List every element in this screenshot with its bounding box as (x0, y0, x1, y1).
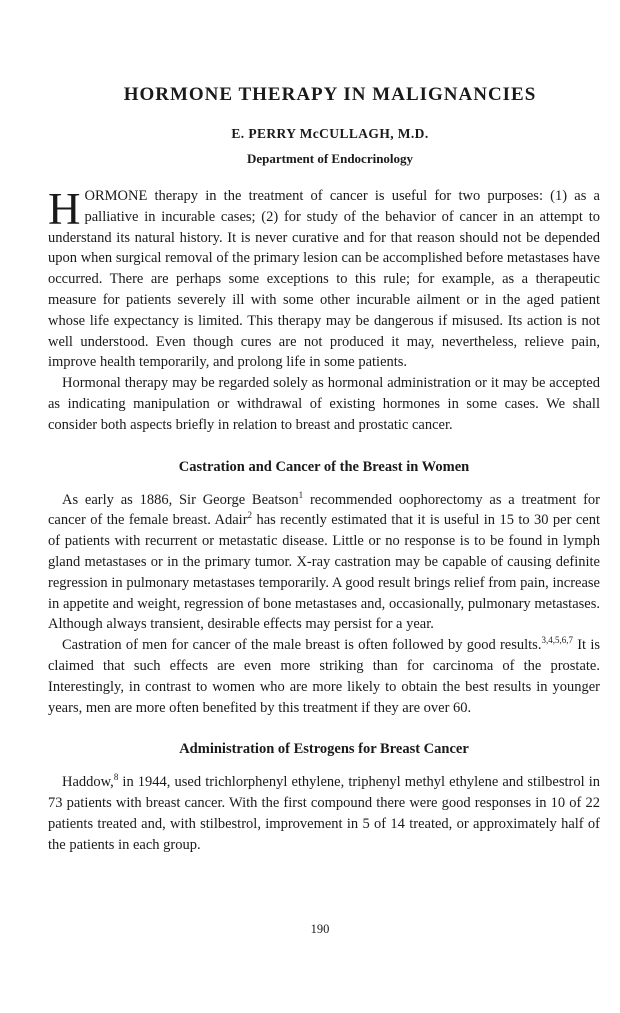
section2-p1-text-a: Haddow, (62, 774, 114, 791)
article-title: HORMONE THERAPY IN MALIGNANCIES (123, 84, 537, 105)
section1-p1-text-a: As early as 1886, Sir George Beatson (62, 491, 299, 508)
reference-marker: 8 (113, 772, 119, 783)
intro-paragraph-1-text: ORMONE therapy in the treatment of cancer is useful for two purposes: (1) as a palliative in incurable cases; (2) for study of the behavior of cancer in an attempt to understand its natural history. It is never curative and for that reason should not be depended upon when surgical removal of the primary lesion can be accomplished before metastases have occurred. There are perhaps some exceptions to this rule; for example, as a therapeutic measure for patients severely ill with some other incurable ailment or in the aged patient whose life expectancy is limited. This therapy may be dangerous if misused. Its action is not well understood. Even though cures are not produced it may, nevertheless, relieve pain, improve health temporarily, and prolong life in some patients. (48, 188, 600, 371)
section2-p1-text-b: in 1944, used trichlorphenyl ethylene, triphenyl methyl ethylene and stilbestrol in 73 patients with breast cancer. With the first compound there were good responses in 10 of 22 patients treated and, with stilbestrol, improvement in 5 of 14 treated, or approximately half of the patients in each group. (48, 774, 600, 853)
section1-p2-text-b: It is claimed that such effects are even more striking than for carcinoma of the prostate. Interestingly, in contrast to women who are more likely to obtain the best results in younger years, men are more often benefited by this treatment if they are over 60. (48, 637, 600, 716)
reference-marker: 3,4,5,6,7 (541, 635, 573, 646)
section1-p1-text-b: recommended oophorectomy as a treatment for cancer of the female breast. Adair (48, 491, 600, 529)
section1-paragraph-1 (48, 490, 600, 636)
section1-paragraph-2 (48, 635, 600, 718)
intro-paragraph-2: Hormonal therapy may be regarded solely as hormonal administration or it may be accepted as indicating manipulation or withdrawal of existing hormones in some cases. We shall consider both aspects briefly in relation to breast and prostatic cancer. (48, 375, 600, 433)
reference-marker: 2 (247, 510, 253, 521)
reference-marker: 1 (298, 489, 304, 500)
section2-paragraph-1 (48, 772, 600, 855)
author-name: E. PERRY McCULLAGH, M.D. (231, 126, 429, 141)
intro-paragraph-1 (48, 186, 600, 373)
page-number: 190 (310, 922, 330, 936)
section-heading-castration: Castration and Cancer of the Breast in Women (178, 458, 470, 475)
section1-p1-text-c: has recently estimated that it is useful in 15 to 30 per cent of patients with recurrent or metastatic disease. Little or no response is to be found in lymph gland metastases or in the primary tumor. X-ray castration may be capable of causing definite regression in pulmonary metastases temporarily. A good result brings relief from pain, increase in appetite and weight, regression of bone metastases and, occasionally, pulmonary metastases. Although always transient, desirable effects may persist for a year. (48, 512, 600, 633)
section1-p2-text-a: Castration of men for cancer of the male breast is often followed by good results. (62, 637, 542, 654)
author-department: Department of Endocrinology (246, 151, 414, 166)
article-body (48, 186, 600, 856)
drop-cap: H (48, 184, 81, 234)
section-heading-estrogens: Administration of Estrogens for Breast Cancer (179, 741, 469, 758)
